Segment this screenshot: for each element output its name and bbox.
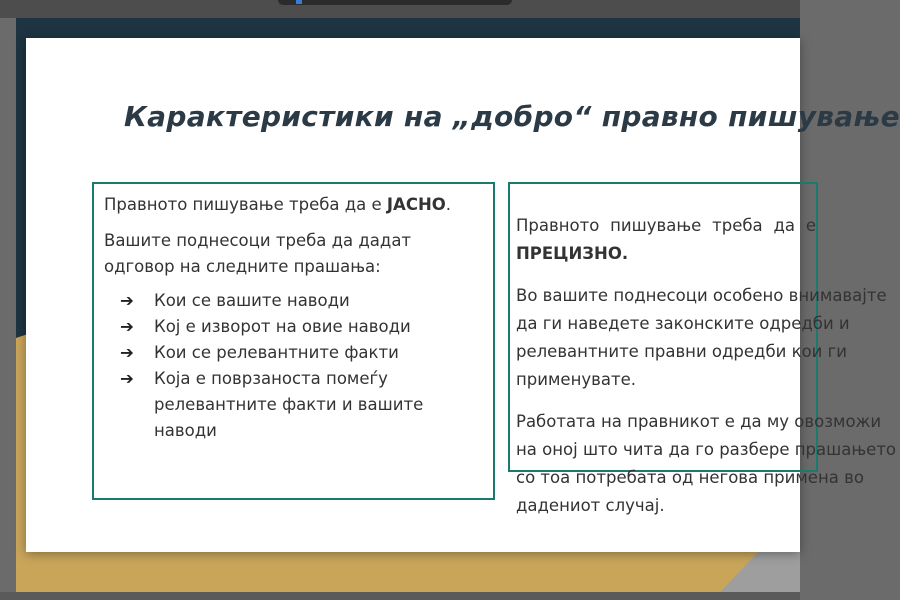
precision-keyword: ПРЕЦИЗНО.: [516, 244, 629, 263]
list-item: [120, 288, 483, 314]
precision-text: [516, 212, 897, 534]
window-top-bar: [0, 0, 800, 18]
list-item: [120, 366, 483, 444]
list-item: [120, 340, 483, 366]
questions-lead: [104, 228, 483, 280]
list-item-text: Кој е изворот на овие наводи: [154, 317, 411, 336]
presentation-canvas: [16, 18, 900, 592]
questions-lead-line: одговор на следните прашања:: [104, 257, 381, 276]
arrow-right-icon: ➔: [120, 317, 134, 336]
window-tab[interactable]: [278, 0, 512, 5]
precision-paragraph-2: [516, 282, 887, 394]
arrow-right-icon: ➔: [120, 291, 134, 310]
paragraph-line: релевантните правни одредби кои ги: [516, 342, 848, 361]
questions-lead-line: Вашите поднесоци треба да дадат: [104, 231, 412, 250]
paragraph-line: да ги наведете законските одредби и: [516, 314, 850, 333]
precision-intro-line: Правното пишување треба да е: [516, 216, 816, 235]
list-item-text: Која е поврзаноста помеѓу релевантните факти и вашите наводи: [154, 369, 424, 440]
clarity-intro: [104, 192, 483, 218]
list-item-text: Кои се вашите наводи: [154, 291, 350, 310]
questions-list: [104, 288, 483, 444]
decorative-gold-band: [16, 552, 800, 592]
slide-title: Карактеристики на „добро“ правно пишување: [124, 100, 900, 133]
arrow-right-icon: ➔: [120, 343, 134, 362]
list-item-text: Кои се релевантните факти: [154, 343, 399, 362]
clarity-intro-period: .: [445, 195, 452, 214]
paragraph-line: применувате.: [516, 370, 636, 389]
clarity-keyword: ЈАСНО: [386, 195, 446, 214]
tab-accent-icon: [296, 0, 302, 4]
precision-intro: [516, 212, 816, 268]
slide: [26, 38, 900, 552]
paragraph-line: дадениот случај.: [516, 496, 665, 515]
clarity-box: [92, 182, 495, 500]
paragraph-line: на оној што чита да го разбере прашањето: [516, 440, 897, 459]
clarity-intro-text: Правното пишување треба да е: [104, 195, 387, 214]
precision-paragraph-3: [516, 408, 897, 520]
window-bottom-bar: [0, 592, 800, 600]
list-item: [120, 314, 483, 340]
paragraph-line: Во вашите поднесоци особено внимавајте: [516, 286, 887, 305]
paragraph-line: Работата на правникот е да му овозможи: [516, 412, 882, 431]
arrow-right-icon: ➔: [120, 369, 134, 388]
paragraph-line: со тоа потребата од негова примена во: [516, 468, 864, 487]
